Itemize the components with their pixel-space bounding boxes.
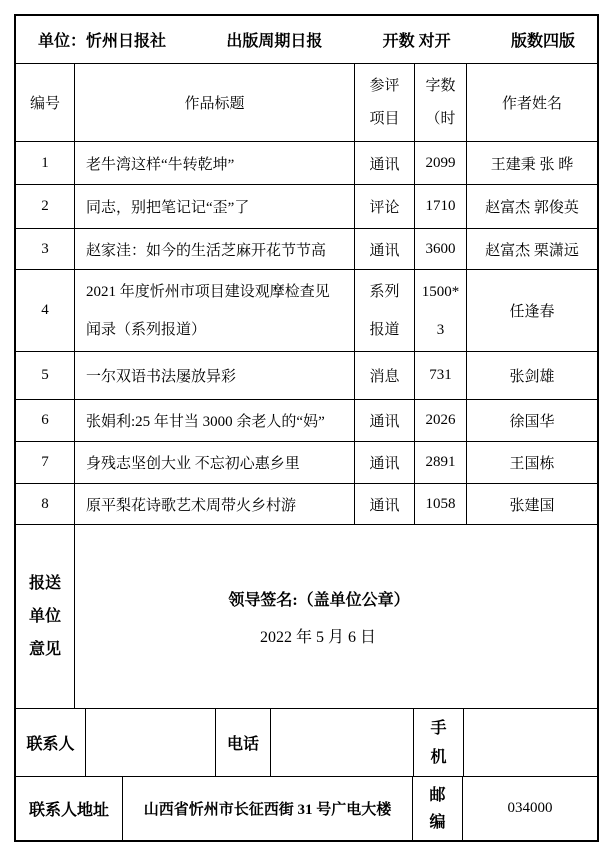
cell-category: 通讯 — [355, 229, 415, 269]
leader-signature-label: 领导签名: — [228, 591, 298, 609]
header-title: 作品标题 — [75, 64, 355, 141]
cell-word-count: 2026 — [415, 400, 467, 441]
cell-category: 消息 — [355, 352, 415, 399]
cell-title: 一尔双语书法屡放异彩 — [75, 352, 355, 399]
cell-authors: 王建秉 张 晔 — [490, 156, 574, 173]
entry-form-table — [14, 14, 599, 842]
table-row — [16, 442, 597, 484]
cell-title: 原平梨花诗歌艺术周带火乡村游 — [75, 484, 355, 524]
opinion-label: 报送单位意见 — [16, 525, 75, 708]
unit-row — [16, 16, 597, 64]
cell-id: 1 — [16, 142, 75, 184]
cell-category: 通讯 — [355, 442, 415, 483]
cell-id: 7 — [16, 442, 75, 483]
table-row — [16, 270, 597, 352]
signature-line — [218, 587, 453, 610]
cell-category: 评论 — [355, 185, 415, 228]
cell-id: 8 — [16, 484, 75, 524]
contact-row — [16, 709, 597, 777]
cell-word-count: 3600 — [415, 229, 467, 269]
cell-title: 张娟利:25 年甘当 3000 余老人的“妈” — [75, 400, 355, 441]
table-row — [16, 484, 597, 525]
stamp-note: （盖单位公章） — [297, 591, 410, 609]
publication-period-field: 出版周期日报 — [226, 33, 323, 50]
zip-value: 034000 — [507, 800, 553, 816]
cell-word-count: 1500*3 — [415, 270, 467, 351]
mobile-label: 手机 — [414, 709, 464, 776]
header-id: 编号 — [16, 64, 75, 141]
cell-word-count: 1058 — [415, 484, 467, 524]
edition-count-field: 版数四版 — [510, 33, 575, 50]
cell-id: 3 — [16, 229, 75, 269]
table-row — [16, 142, 597, 185]
cell-id: 4 — [16, 270, 75, 351]
cell-authors: 赵富杰 郭俊英 — [485, 200, 579, 216]
cell-word-count: 731 — [415, 352, 467, 399]
cell-authors: 任逢春 — [509, 304, 555, 320]
table-row — [16, 185, 597, 229]
opinion-date: 2022 年 5 月 6 日 — [259, 628, 376, 646]
unit-field: 单位：忻州日报社 — [38, 33, 167, 50]
cell-category: 系列报道 — [355, 270, 415, 351]
cell-title: 同志，别把笔记记“歪”了 — [75, 185, 355, 228]
cell-word-count: 1710 — [415, 185, 467, 228]
header-word-count: 字数（时 — [415, 64, 467, 141]
contact-person-label: 联系人 — [16, 709, 86, 776]
mobile-value[interactable] — [464, 709, 597, 776]
table-row — [16, 400, 597, 442]
table-row — [16, 229, 597, 270]
contact-person-value[interactable] — [86, 709, 216, 776]
cell-title: 老牛湾这样“牛转乾坤” — [75, 142, 355, 184]
cell-authors: 王国栋 — [509, 456, 555, 472]
table-header-row — [16, 64, 597, 142]
header-category: 参评项目 — [355, 64, 415, 141]
cell-id: 2 — [16, 185, 75, 228]
address-value: 山西省忻州市长征西街 31 号广电大楼 — [123, 777, 413, 840]
cell-authors: 徐国华 — [509, 414, 555, 430]
submitting-unit-opinion-row — [16, 525, 597, 709]
cell-id: 6 — [16, 400, 75, 441]
table-row — [16, 352, 597, 400]
phone-label: 电话 — [216, 709, 271, 776]
cell-category: 通讯 — [355, 484, 415, 524]
cell-authors: 张剑雄 — [509, 369, 555, 385]
cell-category: 通讯 — [355, 400, 415, 441]
cell-authors: 赵富杰 栗潇远 — [485, 242, 579, 259]
phone-value[interactable] — [271, 709, 414, 776]
cell-category: 通讯 — [355, 142, 415, 184]
address-label: 联系人地址 — [16, 777, 123, 840]
zip-label: 邮编 — [413, 777, 463, 840]
cell-word-count: 2891 — [415, 442, 467, 483]
format-field: 开数 对开 — [382, 33, 451, 50]
cell-title: 身残志坚创大业 不忘初心惠乡里 — [75, 442, 355, 483]
unit-row-cell — [16, 16, 597, 63]
cell-title: 2021 年度忻州市项目建设观摩检查见闻录（系列报道） — [75, 270, 355, 351]
header-authors: 作者姓名 — [501, 96, 562, 112]
cell-title: 赵家洼：如今的生活芝麻开花节节高 — [75, 229, 355, 269]
contact-address-row — [16, 777, 597, 840]
cell-word-count: 2099 — [415, 142, 467, 184]
cell-authors: 张建国 — [509, 497, 555, 514]
opinion-content-cell[interactable] — [75, 525, 597, 708]
cell-id: 5 — [16, 352, 75, 399]
